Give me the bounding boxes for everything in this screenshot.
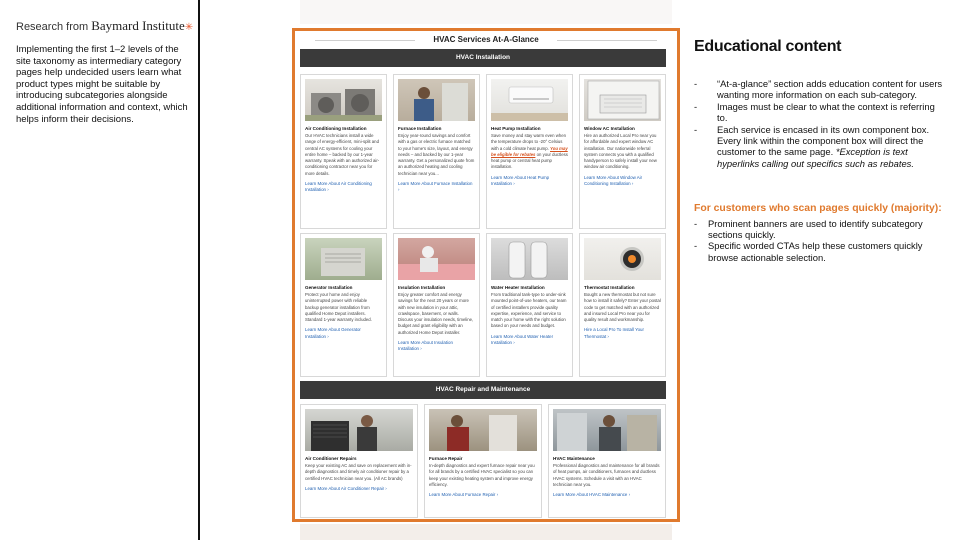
thermostat-image [584,238,661,280]
installation-banner: HVAC Installation [300,49,666,67]
card-cta-link[interactable]: Learn More About Air Conditioning Installation › [305,181,372,193]
service-card-insulation-installation[interactable] [393,233,480,377]
bullet-item: - Prominent banners are used to identify subcategory sections quickly. [694,217,923,241]
brand-prefix: Research from [16,21,89,33]
bullet-item: - “At-a-glance” section adds education content for users wanting more information on each sub-category. [694,78,943,101]
screenshot-fade-bottom [300,524,672,540]
exception-note: *Exception is text hyperlinks calling out specifics such as rebates. [717,146,914,169]
card-body: Protect your home and enjoy uninterrupted power with reliable backup generator installation from qualified Home Depot installers. Standard 1-year warranty included. [305,292,372,323]
card-title: Furnace Repair [429,456,463,461]
brand-name: Baymard Institute [91,18,185,33]
service-card-furnace-installation[interactable] [393,74,480,229]
card-title: Window AC Installation [584,126,635,131]
card-title: Heat Pump Installation [491,126,541,131]
card-body: From traditional tank-type to under-sink mounted point-of-use heaters, our team of certified installers provide quality expertise, experience, and service to match your home with the right solution based on your needs and budget. [491,292,567,329]
service-card-window-ac-installation[interactable] [579,74,666,229]
card-cta-link[interactable]: Learn More About Heat Pump Installation › [491,174,550,187]
card-title: Insulation Installation [398,285,446,290]
card-cta-link[interactable]: Learn More About Insulation Installation › [398,340,453,352]
service-card-hvac-maintenance[interactable] [548,404,666,518]
card-cta-link[interactable]: Learn More About Water Heater Installation › [491,333,554,346]
card-title: Generator Installation [305,285,353,290]
card-title: Water Heater Installation [491,285,545,290]
card-body-part-a: Save money and stay warm even when the temperature drops to -20° Celsius with a cold climate heat pump. [491,133,566,151]
card-body: Enjoy year-round savings and comfort with a gas or electric furnace matched to your home's size, layout, and energy needs – and backed by our 1-year warranty. Get a personalized quote from an authorized heating and cooling technician near you... [398,133,475,176]
ac-unit-image [305,79,382,121]
brand-logo [16,18,193,34]
generator-image [305,238,382,280]
screenshot-fade-top [300,0,672,24]
service-card-water-heater-installation[interactable] [486,233,573,377]
service-card-furnace-repair[interactable] [424,404,542,518]
bullet-item: - Each service is encased in its own component box. Every link within the component box will direct the customer to the same page. *Exception is text hyperlinks calling out specifics such as rebates. [694,123,930,169]
hvac-maintenance-image [553,409,661,451]
card-body: Enjoy greater comfort and energy savings for the next 20 years or more with new insulation in your attic, crawlspace, basement, or walls. Discuss your insulation needs, timeline, budget and grant eligibility with an authorized Home Depot installer. [398,292,474,335]
right-column [694,38,944,263]
card-title: Air Conditioning Installation [305,126,367,131]
at-a-glance-title: HVAC Services At-A-Glance [295,35,677,44]
water-heater-image [491,238,568,280]
card-cta-link[interactable]: Learn More About Generator Installation › [305,327,361,339]
service-card-heat-pump-installation[interactable] [486,74,573,229]
bullet-item: - Images must be clear to what the context is referring to. [694,100,935,124]
card-cta-link[interactable]: Learn More About Air Conditioner Repair › [305,485,387,491]
service-card-ac-repairs[interactable] [300,404,418,518]
card-cta-link[interactable]: Hire a Local Pro To Install Your Thermostat › [584,327,644,339]
card-body: Professional diagnostics and maintenance for all brands of heat pumps, air conditioners, furnaces and ductless HVAC systems. Schedule a visit with an HVAC technician near you. [553,463,660,487]
scanners-subheading: For customers who scan pages quickly (majority): [694,203,942,215]
card-title: HVAC Maintenance [553,456,595,461]
repair-maintenance-banner: HVAC Repair and Maintenance [300,381,666,399]
intro-paragraph: Implementing the first 1–2 levels of the site taxonomy as intermediary category pages help undecided users learn what product types might be suitable by introducing subcategories alongside additional information and context, which helps inform their decisions. [16,44,188,125]
card-body-part-b: on your ductless heat pump or central heat pump installation. [491,151,568,170]
card-body: In-depth diagnostics and expert furnace repair near you for all brands by a certified HVAC specialist so you can keep your existing heating system and improve energy efficiency. [429,463,535,487]
rebate-link[interactable]: You may be eligible for rebates [491,145,568,157]
service-card-thermostat-installation[interactable] [579,233,666,377]
educational-content-heading: Educational content [694,38,842,55]
card-body [491,133,568,171]
card-title: Air Conditioner Repairs [305,456,357,461]
brand-mark-icon: ✳ [184,22,194,33]
card-cta-link[interactable]: Learn More About Window Air Conditioning Installation › [584,174,643,187]
card-cta-link[interactable]: Learn More About HVAC Maintenance › [553,492,631,498]
furnace-repair-image [429,409,537,451]
heat-pump-image [491,79,568,121]
left-column [0,0,200,540]
hvac-screenshot [292,28,680,522]
card-body: Hire an authorized Local Pro near you for affordable and expert window AC installation. Our nationwide referral system connects you with a qualified handyperson to safely install your new window air conditioning. [584,133,657,170]
ac-repair-image [305,409,413,451]
card-title: Furnace Installation [398,126,442,131]
insulation-image [398,238,475,280]
service-card-generator-installation[interactable] [300,233,387,377]
card-cta-link[interactable]: Learn More About Furnace Installation › [398,181,473,193]
card-body: Keep your existing AC and save on replacement with in-depth diagnostics and timely air conditioner repair by a certified HVAC technician near you. (All AC brands) [305,463,412,481]
window-ac-image [584,79,661,121]
card-body: Bought a new thermostat but not sure how to install it safely? Enter your postal code to get matched with an authorized and insured Local Pro near you for quality result and workmanship. [584,292,661,323]
card-title: Thermostat Installation [584,285,635,290]
card-body: Our HVAC technicians install a wide range of energy-efficient, mini-split and central AC systems for cooling your entire home – backed by our 1-year warranty. Speak with an authorized air-conditioning contractor near you for more details. [305,133,380,176]
card-cta-link[interactable]: Learn More About Furnace Repair › [429,492,499,498]
furnace-technician-image [398,79,475,121]
bullet-item: - Specific worded CTAs help these customers quickly browse actionable selection. [694,240,923,263]
service-card-ac-installation[interactable] [300,74,387,229]
